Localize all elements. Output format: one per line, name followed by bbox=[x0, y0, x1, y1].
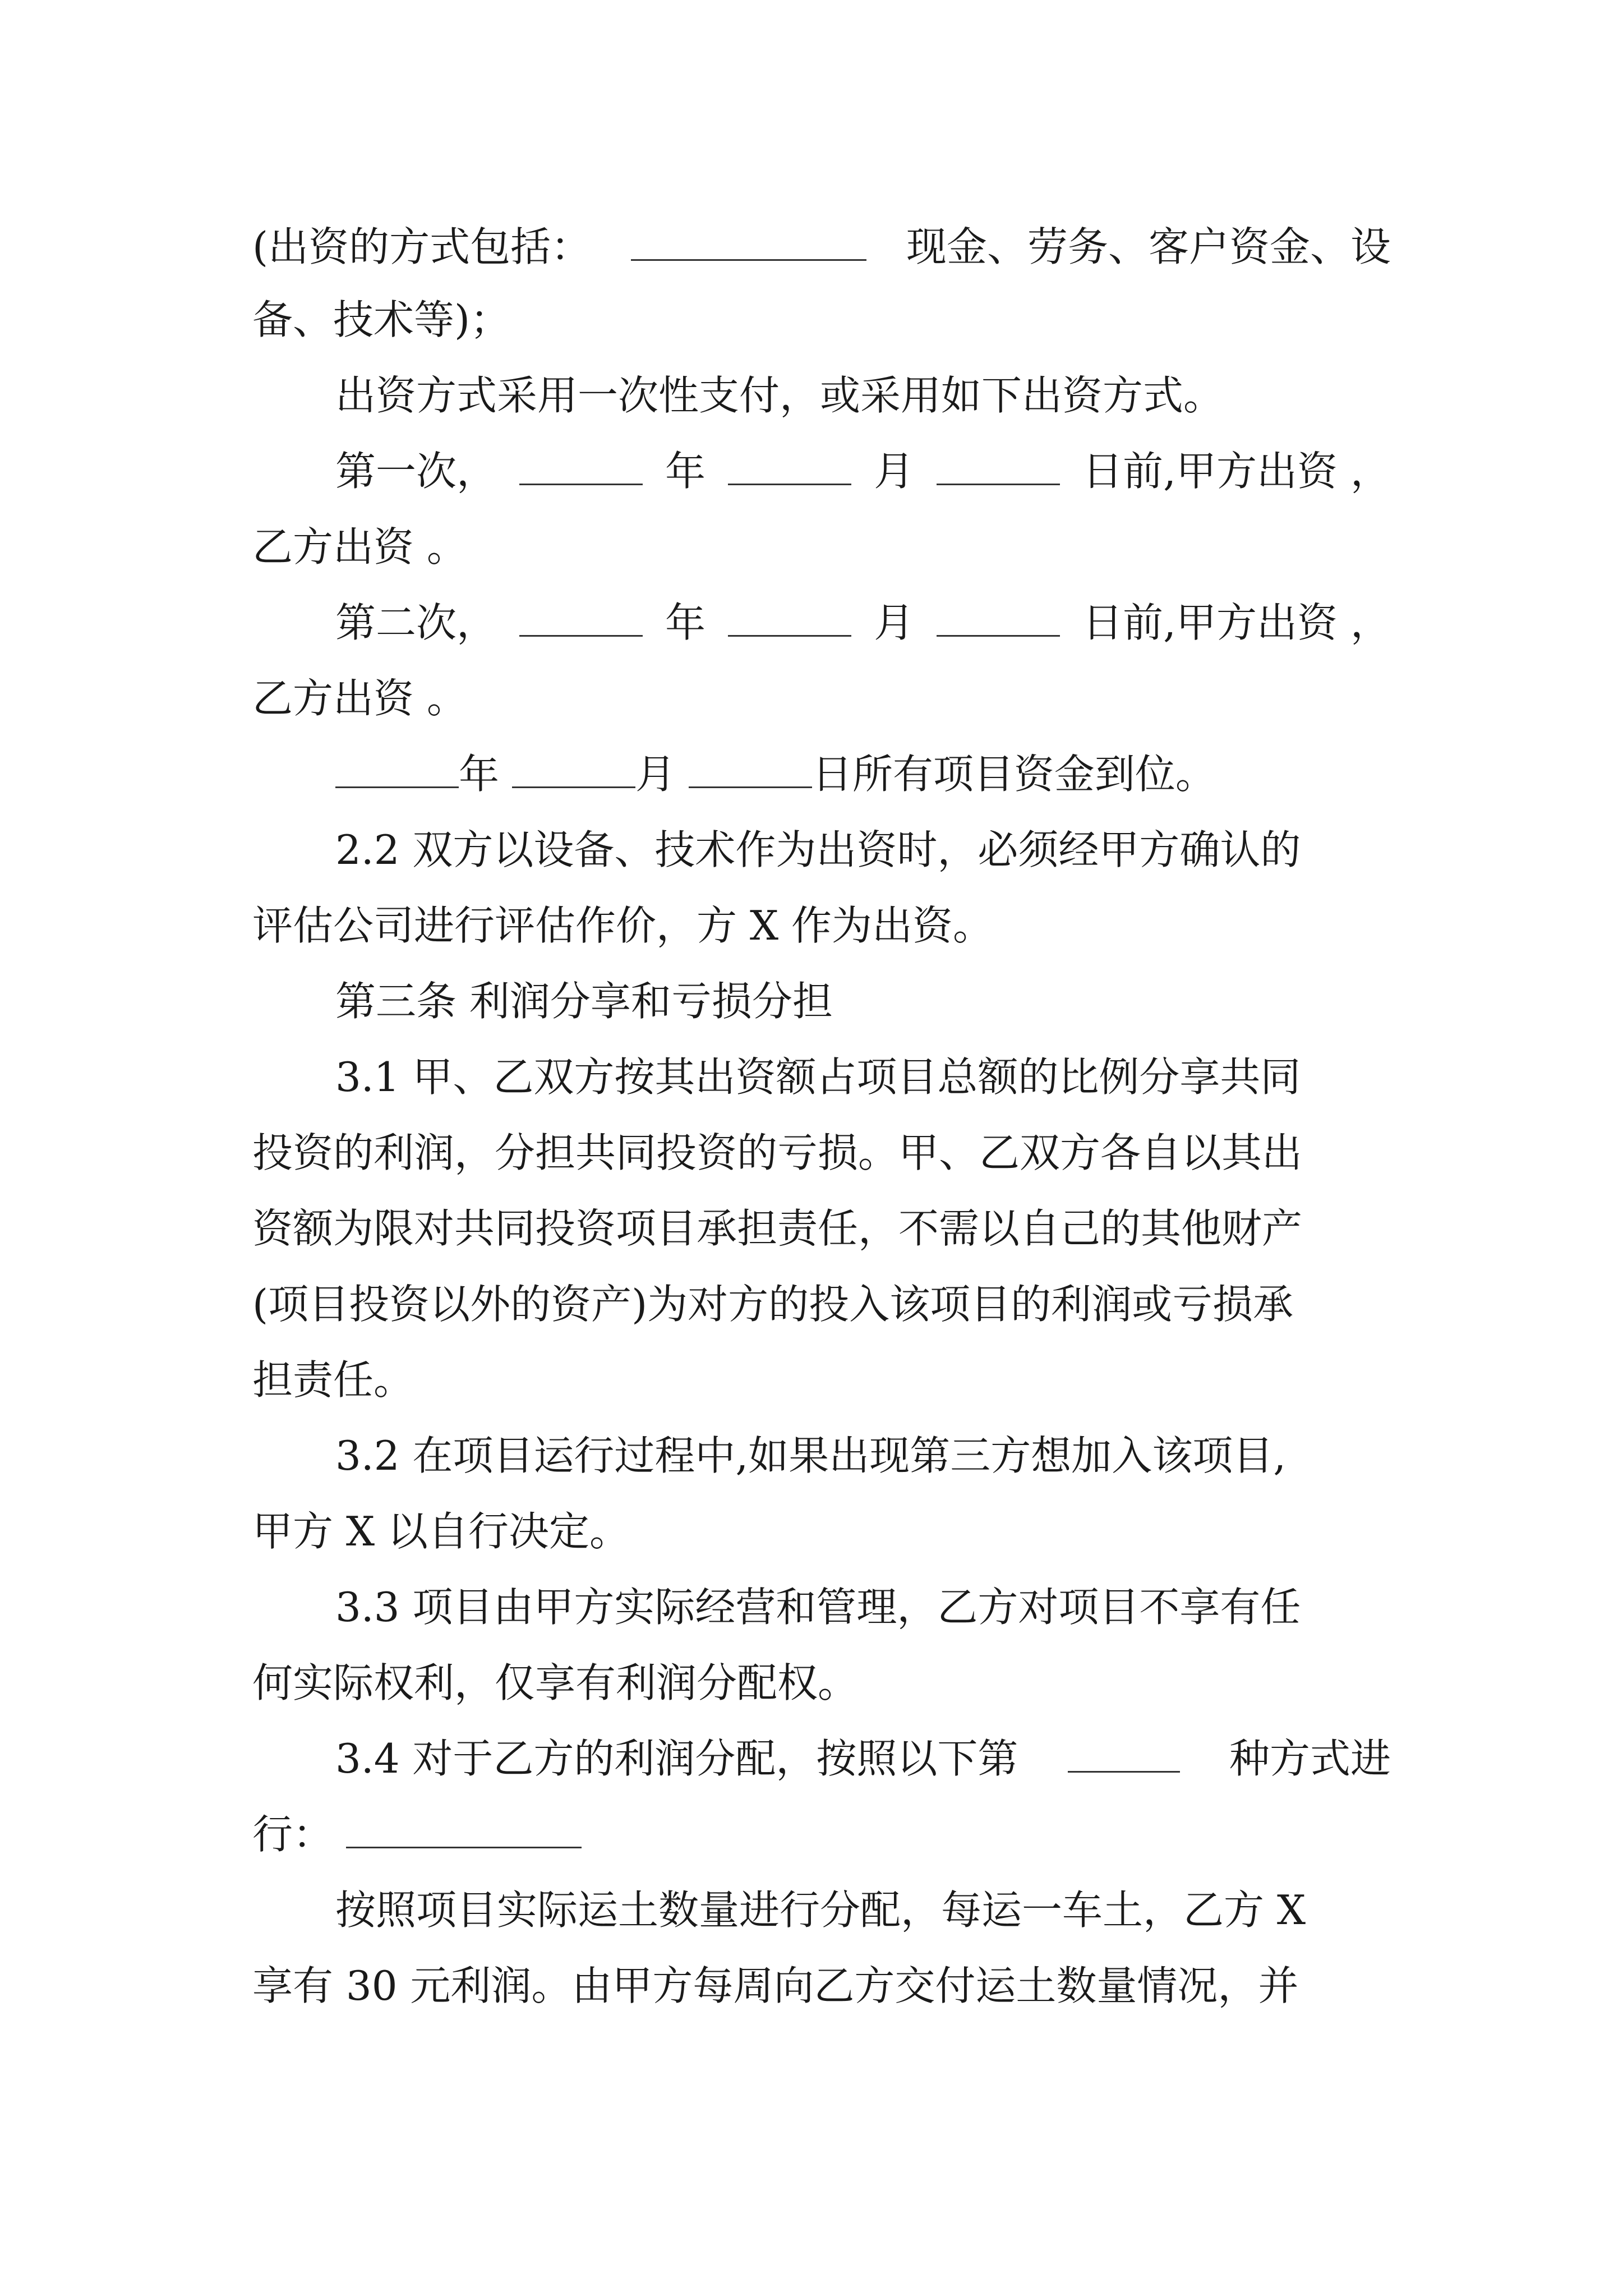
text-segment: 第一次， bbox=[335, 448, 497, 495]
paragraph-line: 担责任。 bbox=[252, 1356, 414, 1404]
text-segment: 年 bbox=[665, 599, 706, 646]
blank-underline bbox=[937, 600, 1060, 637]
blank-underline bbox=[937, 449, 1060, 485]
paragraph-line: (项目投资以外的资产)为对方的投入该项目的利润或亏损承 bbox=[252, 1281, 1294, 1328]
text-segment: 日前,甲方出资 ， bbox=[1082, 599, 1391, 646]
paragraph-line: 投资的利润，分担共同投资的亏损。甲、乙双方各自以其出 bbox=[252, 1129, 1303, 1176]
text-segment: 年 bbox=[665, 448, 706, 495]
blank-underline bbox=[512, 752, 635, 788]
paragraph-line: 3.2 在项目运行过程中,如果出现第三方想加入该项目, bbox=[335, 1432, 1287, 1479]
paragraph-line: 备、技术等)； bbox=[252, 296, 511, 343]
paragraph-line: 2.2 双方以设备、技术作为出资时，必须经甲方确认的 bbox=[335, 826, 1301, 873]
text-segment: (出资的方式包括： bbox=[252, 223, 592, 270]
text-segment: 种方式进 bbox=[1229, 1735, 1391, 1782]
blank-underline bbox=[346, 1812, 582, 1848]
paragraph-line: 享有 30 元利润。由甲方每周向乙方交付运土数量情况，并 bbox=[252, 1962, 1299, 2009]
paragraph-line bbox=[252, 1806, 1391, 1862]
text-segment: 年 bbox=[459, 751, 500, 798]
blank-underline bbox=[728, 600, 851, 637]
paragraph-line bbox=[335, 1731, 1391, 1787]
text-segment: 现金、劳务、客户资金、设 bbox=[906, 223, 1391, 270]
paragraph-line: 资额为限对共同投资项目承担责任，不需以自己的其他财产 bbox=[252, 1205, 1303, 1252]
paragraph-line: 3.1 甲、乙双方按其出资额占项目总额的比例分享共同 bbox=[335, 1053, 1301, 1101]
paragraph-line bbox=[335, 443, 1391, 499]
text-segment: 行： bbox=[252, 1811, 334, 1858]
blank-underline bbox=[519, 600, 643, 637]
paragraph-line: 按照项目实际运土数量进行分配，每运一车土，乙方 X bbox=[335, 1887, 1306, 1934]
text-segment: 月 bbox=[874, 599, 915, 646]
paragraph-line bbox=[335, 595, 1391, 651]
paragraph-line: 评估公司进行评估作价，方 X 作为出资。 bbox=[252, 902, 994, 949]
paragraph-line: 乙方出资 。 bbox=[252, 675, 467, 722]
paragraph-line: 甲方 X 以自行决定。 bbox=[252, 1508, 630, 1555]
blank-underline bbox=[335, 752, 459, 788]
paragraph-line: 乙方出资 。 bbox=[252, 523, 467, 570]
blank-underline bbox=[728, 449, 851, 485]
paragraph-line: 3.3 项目由甲方实际经营和管理，乙方对项目不享有任 bbox=[335, 1584, 1301, 1631]
text-segment: 日所有项目资金到位。 bbox=[811, 751, 1216, 798]
blank-underline bbox=[1068, 1736, 1180, 1773]
text-segment: 3.4 对于乙方的利润分配，按照以下第 bbox=[335, 1735, 1018, 1782]
paragraph-line: 出资方式采用一次性支付，或采用如下出资方式。 bbox=[335, 372, 1224, 419]
text-segment: 日前,甲方出资 ， bbox=[1082, 448, 1391, 495]
text-segment: 月 bbox=[635, 751, 676, 798]
blank-underline bbox=[689, 752, 812, 788]
paragraph-line bbox=[335, 746, 1391, 802]
paragraph-line: 何实际权利，仅享有利润分配权。 bbox=[252, 1659, 859, 1706]
text-segment: 第二次， bbox=[335, 599, 497, 646]
blank-underline bbox=[631, 224, 866, 261]
blank-underline bbox=[519, 449, 643, 485]
paragraph-line bbox=[252, 219, 1391, 275]
section-heading: 第三条 利润分享和亏损分担 bbox=[335, 978, 833, 1025]
text-segment: 月 bbox=[874, 448, 915, 495]
